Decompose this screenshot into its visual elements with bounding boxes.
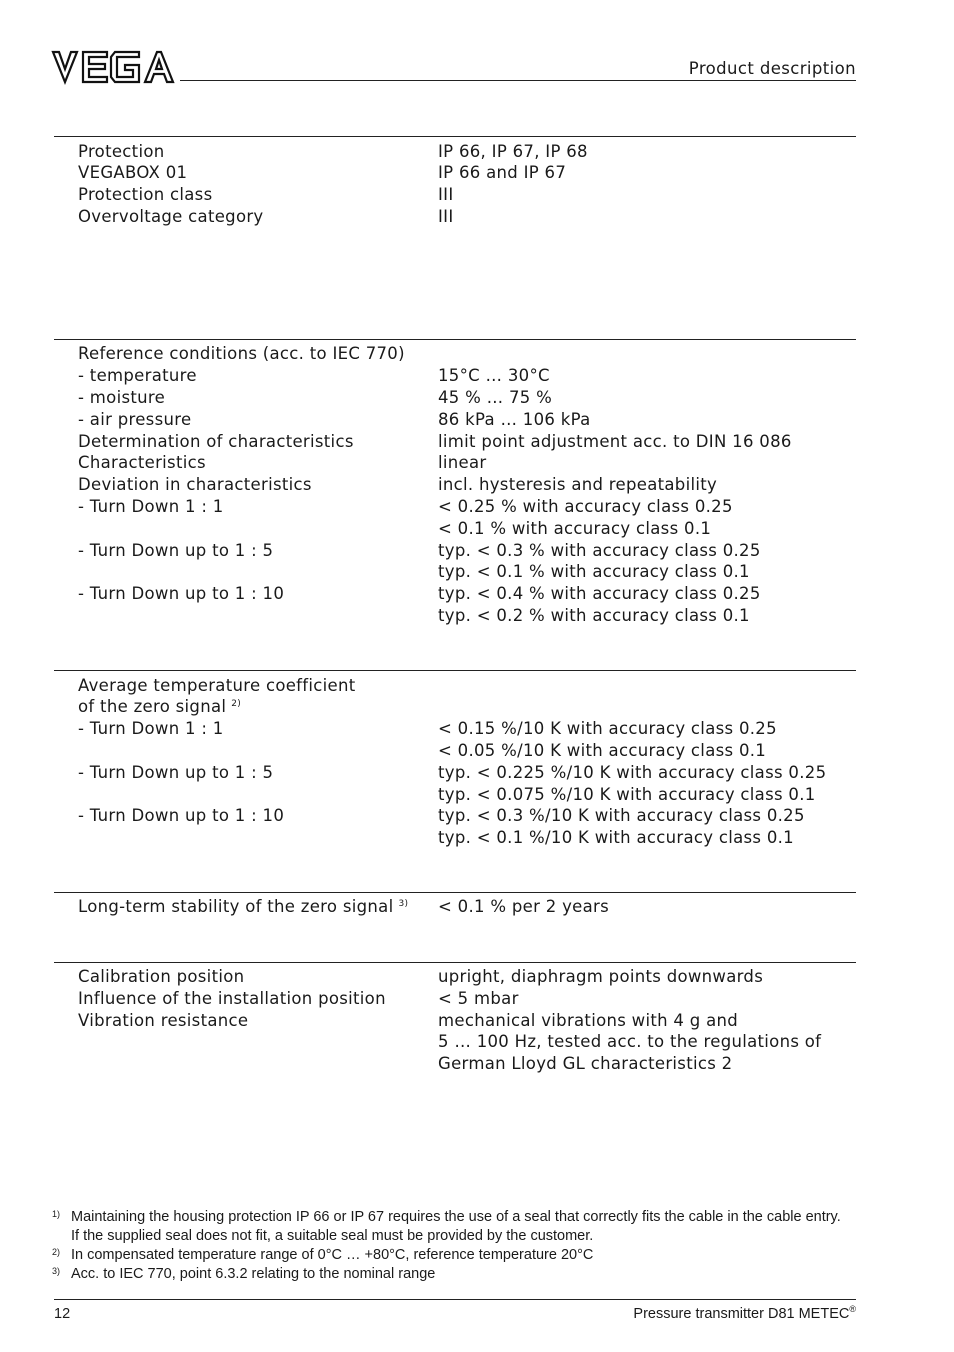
spec-value: IP 66 and IP 67: [438, 163, 567, 182]
footnote: [52, 1246, 852, 1265]
spec-row: [0, 827, 954, 849]
spec-value: typ. < 0.1 %/10 K with accuracy class 0.1: [438, 828, 794, 847]
spec-value: typ. < 0.225 %/10 K with accuracy class 0.25: [438, 763, 827, 782]
footnote-mark: 3): [52, 1266, 61, 1276]
spec-row: [0, 896, 954, 918]
section-rule: [54, 339, 856, 340]
spec-label: Calibration position: [78, 967, 245, 986]
spec-row: [0, 675, 954, 697]
spec-label: Long-term stability of the zero signal: [78, 897, 394, 916]
spec-row: [0, 162, 954, 184]
spec-value: typ. < 0.3 %/10 K with accuracy class 0.25: [438, 806, 805, 825]
spec-row: [0, 1010, 954, 1032]
spec-row: [0, 805, 954, 827]
spec-label: - Turn Down up to 1 : 5: [78, 763, 274, 782]
spec-label: - Turn Down up to 1 : 10: [78, 806, 285, 825]
spec-value: upright, diaphragm points downwards: [438, 967, 764, 986]
spec-label: - Turn Down up to 1 : 10: [78, 584, 285, 603]
footnote-ref: 2): [231, 698, 242, 709]
spec-row: [0, 431, 954, 453]
spec-row: [0, 518, 954, 540]
spec-label: - Turn Down 1 : 1: [78, 497, 224, 516]
spec-row: [0, 387, 954, 409]
page-number: 12: [54, 1306, 71, 1322]
spec-value: typ. < 0.075 %/10 K with accuracy class 0.1: [438, 785, 816, 804]
spec-label: Deviation in characteristics: [78, 475, 312, 494]
header-rule: [180, 80, 856, 81]
spec-row: [0, 696, 954, 718]
spec-value: typ. < 0.4 % with accuracy class 0.25: [438, 584, 761, 603]
footnote-text: Acc. to IEC 770, point 6.3.2 relating to the nominal range: [71, 1266, 436, 1282]
section-rule: [54, 962, 856, 963]
spec-label: VEGABOX 01: [78, 163, 188, 182]
footnote: [52, 1265, 852, 1284]
spec-label: Vibration resistance: [78, 1011, 249, 1030]
spec-label: Characteristics: [78, 453, 206, 472]
spec-row: [0, 409, 954, 431]
spec-value: IP 66, IP 67, IP 68: [438, 142, 588, 161]
spec-value: mechanical vibrations with 4 g and: [438, 1011, 739, 1030]
spec-row: [0, 343, 954, 365]
spec-value: III: [438, 185, 454, 204]
spec-row: [0, 605, 954, 627]
spec-label: - Turn Down 1 : 1: [78, 719, 224, 738]
spec-row: [0, 365, 954, 387]
spec-label: Protection class: [78, 185, 213, 204]
vega-logo: [51, 49, 175, 85]
spec-label: Overvoltage category: [78, 207, 264, 226]
spec-row: [0, 762, 954, 784]
spec-row: [0, 718, 954, 740]
spec-row: [0, 740, 954, 762]
spec-value: < 0.15 %/10 K with accuracy class 0.25: [438, 719, 777, 738]
spec-value: typ. < 0.1 % with accuracy class 0.1: [438, 562, 750, 581]
footer-rule: [54, 1299, 856, 1300]
spec-label: of the zero signal: [78, 697, 227, 716]
spec-value: linear: [438, 453, 487, 472]
spec-label: - moisture: [78, 388, 166, 407]
spec-value: < 0.1 % with accuracy class 0.1: [438, 519, 712, 538]
spec-row: [0, 966, 954, 988]
spec-row: [0, 1053, 954, 1075]
spec-value: < 5 mbar: [438, 989, 519, 1008]
spec-row: [0, 540, 954, 562]
spec-value: 15°C … 30°C: [438, 366, 550, 385]
footer-product: [633, 1306, 856, 1322]
footnote-ref: 3): [398, 898, 409, 909]
spec-row: [0, 474, 954, 496]
spec-row: [0, 496, 954, 518]
spec-value: typ. < 0.3 % with accuracy class 0.25: [438, 541, 761, 560]
spec-label: - Turn Down up to 1 : 5: [78, 541, 274, 560]
footnote-text: Maintaining the housing protection IP 66 or IP 67 requires the use of a seal that correctly fits the cable in the cable entry. If the supplied seal does not fit, a suitable seal must be provided by the customer.: [71, 1209, 841, 1244]
section-title: Product description: [688, 59, 856, 78]
spec-label: Average temperature coefficient: [78, 676, 356, 695]
spec-value: < 0.25 % with accuracy class 0.25: [438, 497, 733, 516]
spec-label: Influence of the installation position: [78, 989, 386, 1008]
section-rule: [54, 670, 856, 671]
footnote-mark: 1): [52, 1209, 61, 1219]
spec-value: < 0.05 %/10 K with accuracy class 0.1: [438, 741, 767, 760]
section-rule: [54, 136, 856, 137]
spec-row: [0, 561, 954, 583]
spec-label: Reference conditions (acc. to IEC 770): [78, 344, 405, 363]
spec-value: 86 kPa … 106 kPa: [438, 410, 591, 429]
spec-label: Determination of characteristics: [78, 432, 354, 451]
spec-value: 45 % … 75 %: [438, 388, 553, 407]
spec-value: typ. < 0.2 % with accuracy class 0.1: [438, 606, 750, 625]
spec-value: < 0.1 % per 2 years: [438, 897, 609, 916]
spec-row: [0, 988, 954, 1010]
spec-row: [0, 141, 954, 163]
spec-value: limit point adjustment acc. to DIN 16 086: [438, 432, 792, 451]
spec-row: [0, 184, 954, 206]
product-name: Pressure transmitter D81 METEC: [633, 1306, 850, 1322]
spec-row: [0, 784, 954, 806]
spec-label: Protection: [78, 142, 165, 161]
spec-row: [0, 1031, 954, 1053]
footnote: [52, 1208, 852, 1246]
spec-row: [0, 583, 954, 605]
registered-mark: ®: [849, 1304, 856, 1315]
spec-label: - temperature: [78, 366, 197, 385]
section-rule: [54, 892, 856, 893]
spec-row: [0, 206, 954, 228]
spec-value: III: [438, 207, 454, 226]
spec-label-with-footnote: [78, 896, 408, 918]
spec-row: [0, 452, 954, 474]
footnote-mark: 2): [52, 1247, 61, 1257]
footnote-text: In compensated temperature range of 0°C … +80°C, reference temperature 20°C: [71, 1247, 594, 1263]
spec-value: German Lloyd GL characteristics 2: [438, 1054, 733, 1073]
spec-value: incl. hysteresis and repeatability: [438, 475, 718, 494]
spec-label: - air pressure: [78, 410, 192, 429]
spec-label-with-footnote: [78, 696, 241, 718]
spec-value: 5 … 100 Hz, tested acc. to the regulations of: [438, 1032, 822, 1051]
